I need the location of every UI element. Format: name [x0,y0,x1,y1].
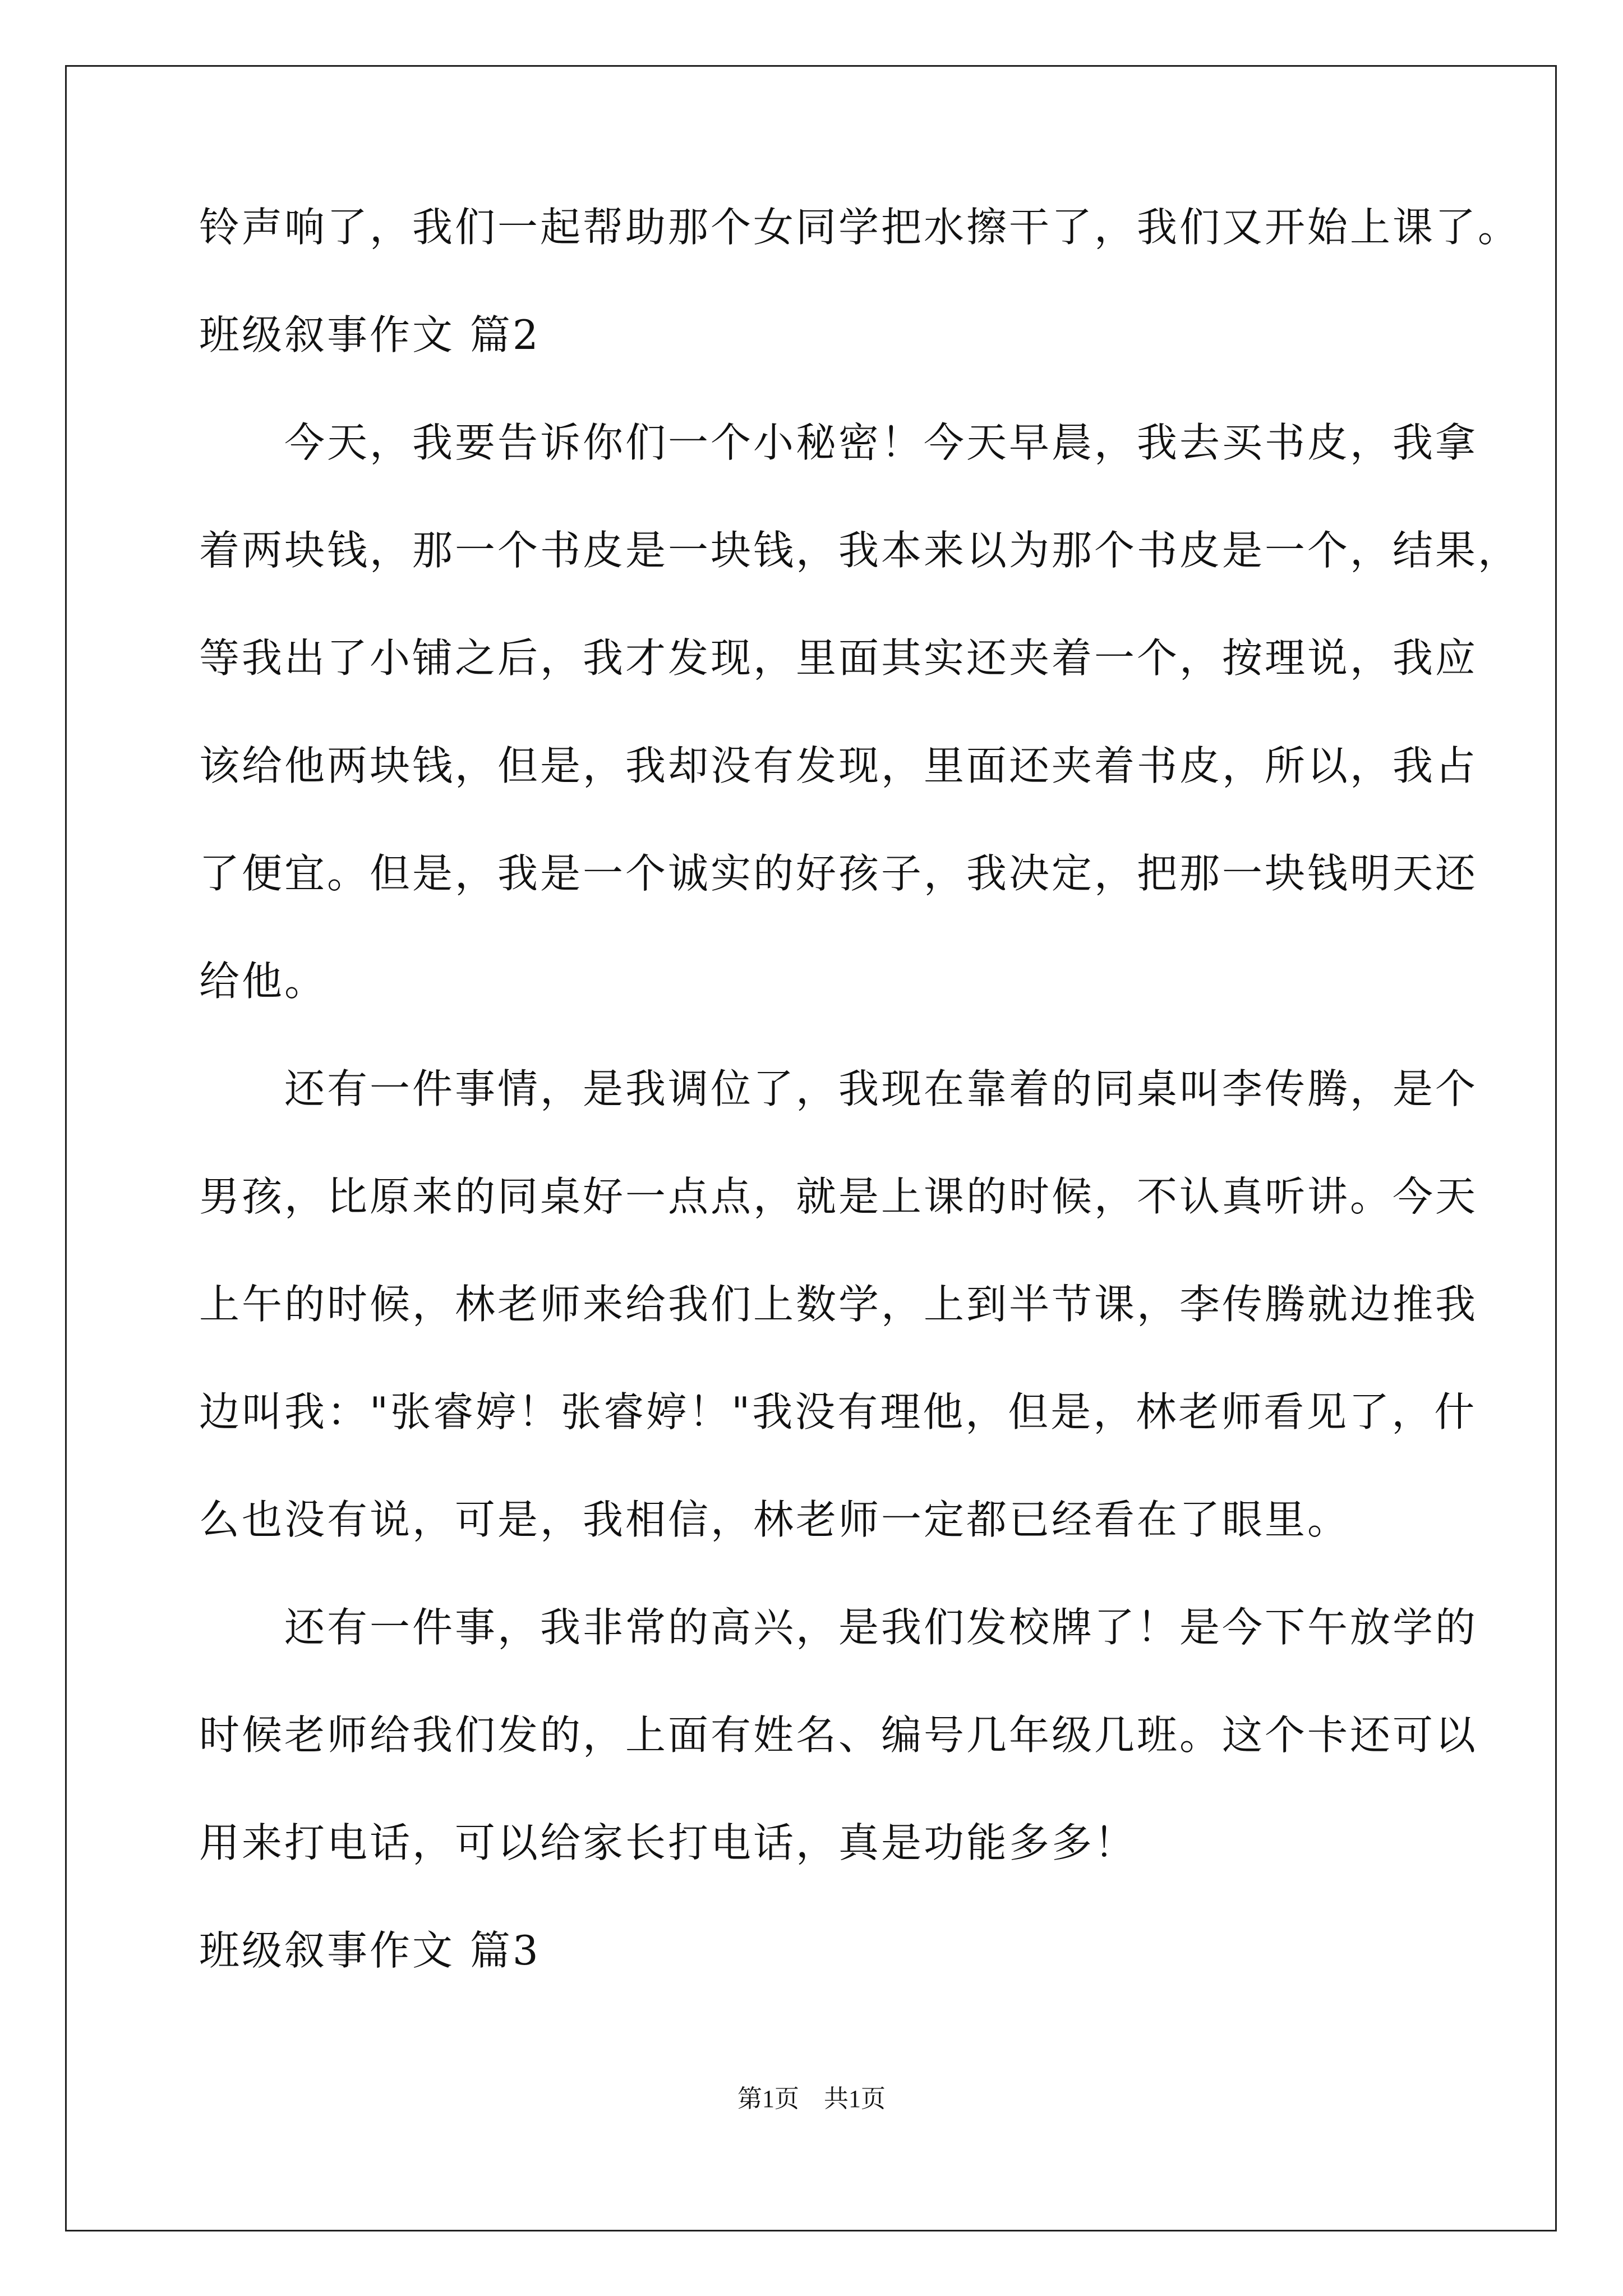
paragraph-line: 么也没有说，可是，我相信，林老师一定都已经看在了眼里。 [199,1496,1350,1543]
paragraph-line: 还有一件事情，是我调位了，我现在靠着的同桌叫李传腾，是个 [199,1065,1478,1112]
paragraph-line: 该给他两块钱，但是，我却没有发现，里面还夹着书皮，所以，我占 [199,742,1478,789]
paragraph-line: 还有一件事，我非常的高兴，是我们发校牌了！是今下午放学的 [199,1604,1478,1651]
paragraph-line: 上午的时候，林老师来给我们上数学，上到半节课，李传腾就边推我 [199,1281,1478,1328]
paragraph-line: 了便宜。但是，我是一个诚实的好孩子，我决定，把那一块钱明天还 [199,850,1478,897]
paragraph-line: 着两块钱，那一个书皮是一块钱，我本来以为那个书皮是一个，结果， [199,527,1521,574]
paragraph-line: 用来打电话，可以给家长打电话，真是功能多多！ [199,1819,1137,1866]
paragraph-line: 男孩，比原来的同桌好一点点，就是上课的时候，不认真听讲。今天 [199,1173,1478,1220]
paragraph-line: 今天，我要告诉你们一个小秘密！今天早晨，我去买书皮，我拿 [199,419,1478,466]
paragraph-line: 等我出了小铺之后，我才发现，里面其实还夹着一个，按理说，我应 [199,634,1478,682]
page-border [65,65,1557,2231]
paragraph-line: 边叫我："张睿婷！张睿婷！"我没有理他，但是，林老师看见了，什 [199,1388,1477,1435]
paragraph-line: 给他。 [199,958,328,1005]
paragraph-line: 时候老师给我们发的，上面有姓名、编号几年级几班。这个卡还可以 [199,1711,1478,1759]
section-heading: 班级叙事作文 篇3 [199,1927,541,1974]
section-heading: 班级叙事作文 篇2 [199,311,541,358]
paragraph-line: 铃声响了，我们一起帮助那个女同学把水擦干了，我们又开始上课了。 [199,204,1521,251]
page-footer: 第1页 共1页 [737,2085,886,2113]
